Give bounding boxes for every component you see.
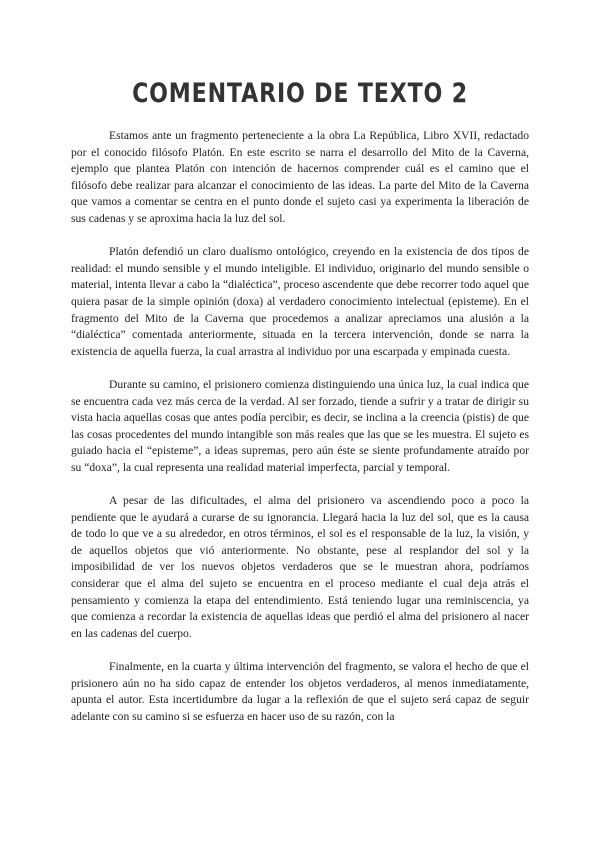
paragraph-1: Estamos ante un fragmento perteneciente a la obra La República, Libro XVII, redactado por el conocido filósofo Platón. En este escrito se narra el desarrollo del Mito de la Caverna, ejemplo que plantea Platón con intención de hacernos comprender cuál es el camino que el filósofo debe realizar para alcanzar el conocimiento de las ideas. La parte del Mito de la Caverna que vamos a comentar se centra en el punto donde el sujeto casi ya experimenta la liberación de sus cadenas y se aproxima hacia la luz del sol. [71,129,529,225]
paragraph-2: Platón defendió un claro dualismo ontológico, creyendo en la existencia de dos tipos de realidad: el mundo sensible y el mundo inteligible. El individuo, originario del mundo sensible o material, intenta llevar a cabo la “dialéctica”, proceso ascendente que debe recorrer todo aquel que quiera pasar de la simple opinión (doxa) al verdadero conocimiento intelectual (episteme). En el fragmento del Mito de la Caverna que procedemos a analizar apreciamos una alusión a la “dialéctica” comentada anteriormente, situada en la tercera intervención, donde se narra la existencia de aquella fuerza, la cual arrastra al individuo por una escarpada y empinada cuesta. [71,245,529,358]
paragraph-3: Durante su camino, el prisionero comienza distinguiendo una única luz, la cual indica que se encuentra cada vez más cerca de la verdad. Al ser forzado, tiende a sufrir y a tratar de dirigir su vista hacia aquellas cosas que antes podía percibir, es decir, se inclina a la creencia (pistis) de que las cosas procedentes del mundo intangible son más reales que las que se les muestra. El sujeto es guiado hacia el “episteme”, a ideas supremas, pero aún éste se siente profundamente atraído por su “doxa”, la cual representa una realidad material imperfecta, parcial y temporal. [71,377,529,474]
paragraph-4: A pesar de las dificultades, el alma del prisionero va ascendiendo poco a poco la pendiente que le ayudará a curarse de su ignorancia. Llegará hacia la luz del sol, que es la causa de todo lo que ve a su alrededor, en otros términos, el sol es el responsable de la luz, la visión, y de aquellos objetos que vió anteriormente. No obstante, pese al resplandor del sol y la imposibilidad de ver los nuevos objetos verdaderos que se le muestran ahora, podríamos considerar que el alma del sujeto se encuentra en el proceso mediante el cual deja atrás el pensamiento y comienza la etapa del entendimiento. Está teniendo lugar una reminiscencia, ya que comienza a recordar la existencia de aquellas ideas que perdió el alma del prisionero al nacer en las cadenas del cuerpo. [71,494,529,640]
paragraph-5: Finalmente, en la cuarta y última intervención del fragmento, se valora el hecho de que el prisionero aún no ha sido capaz de entender los objetos verdaderos, al menos inmediatamente, apunta el autor. Esta incertidumbre da lugar a la reflexión de que el sujeto será capaz de seguir adelante con su camino si se esfuerza en hacer uso de su razón, con la [71,660,529,723]
document-body [71,128,529,742]
document-title: COMENTARIO DE TEXTO 2 [132,78,468,109]
